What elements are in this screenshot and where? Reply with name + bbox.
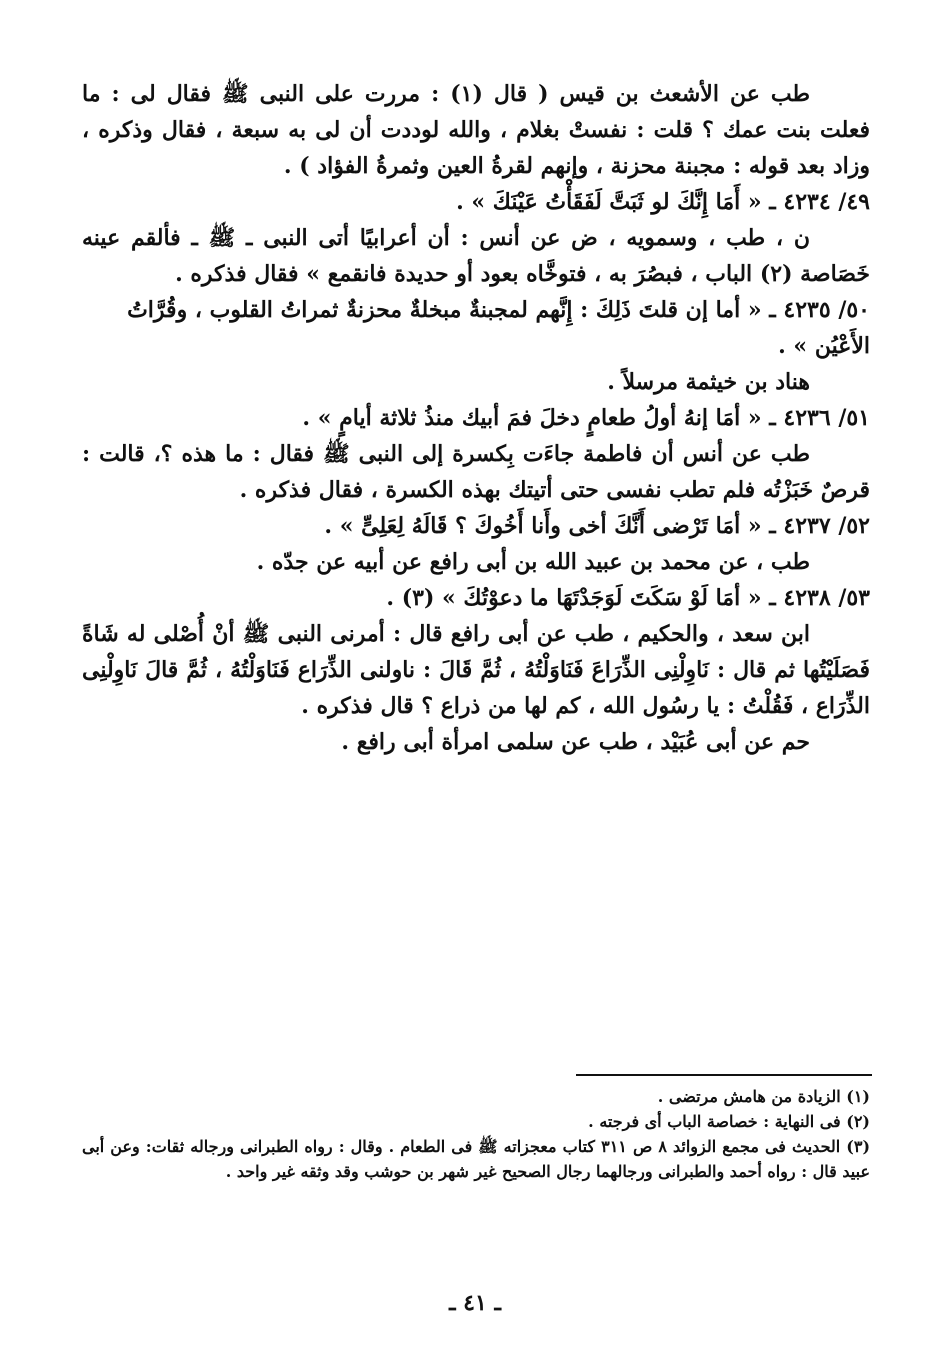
hadith-4234: ٤٩/ ٤٢٣٤ ـ « أَمَا إِنَّكَ لو ثَبَتَّ لَفَقَأْتُ عَيْنَكَ » . — [456, 189, 870, 215]
chain-paragraph-2: ن ، طب ، وسمويه ، ض عن أنس : أن أعرابيًا أتى النبى ـ ﷺ ـ فألقم عينه خَصَاصة (٢) الباب ، فبصُرَ به ، فتوخَّاه بعود أو حديدة فانقمع » فقال فذكره . — [82, 225, 870, 287]
hadith-4237: ٥٢/ ٤٢٣٧ ـ « أمَا تَرْضى أَنَّكَ أخى وأَنا أَخُوكَ ؟ قَالَهُ لِعَلِىٍّ » . — [324, 513, 870, 539]
hadith-4235: ٥٠/ ٤٢٣٥ ـ « أما إن قلتَ ذَلِكَ : إِنَّهم لمجبنةٌ مبخلةٌ محزنةٌ ثمراتُ القلوب ، وقُرَّاتُ الأَعْيُن » . — [127, 297, 870, 359]
chain-paragraph-1: طب عن الأشعث بن قيس ( قال (١) : مررت على النبى ﷺ فقال لى : ما فعلت بنت عمك ؟ قلت : نفستْ بغلام ، والله لوددت أن لى به سبعة ، فقال وذكره ، وزاد بعد قوله : مجبنة محزنة ، وإنهم لقرةُ العين وثمرةُ الفؤاد ) . — [82, 81, 870, 179]
chain-paragraph-4: طب عن أنس أن فاطمة جاءَت بِكسرة إلى النبى ﷺ فقال : ما هذه ؟، قالت : قرصٌ خَبَزْتُه فلم تطب نفسى حتى أتيتك بهذه الكسرة ، فقال فذكره . — [82, 441, 870, 503]
hadith-4238: ٥٣/ ٤٢٣٨ ـ « أمَا لَوْ سَكَتَ لَوَجَدْتَهَا ما دعوْتُكَ » (٣) . — [386, 585, 870, 611]
chain-paragraph-5: طب ، عن محمد بن عبيد الله بن أبى رافع عن أبيه عن جدّه . — [256, 549, 810, 575]
footnote-1: (١) الزيادة من هامش مرتضى . — [657, 1087, 870, 1106]
footnotes — [82, 1084, 870, 1184]
chain-paragraph-6: ابن سعد ، والحكيم ، طب عن أبى رافع قال : أمرنى النبى ﷺ أنْ أُصْلى له شَاةً فَصَلَيْتُها ثم قال : نَاوِلْنِى الذِّرَاعَ فَنَاوَلْتُهُ ، ثُمَّ قَالَ : ناولنى الذِّرَاع فَنَاوَلْتُهُ ، ثُمَّ قالَ نَاوِلْنِى الذِّرَاع ، فَقُلْتُ : يا رسُول الله ، كم لها من ذراع ؟ قال فذكره . — [82, 621, 870, 719]
footnote-divider — [576, 1074, 872, 1076]
footnote-3: (٣) الحديث فى مجمع الزوائد ٨ ص ٣١١ كتاب معجزاته ﷺ فى الطعام . وقال : رواه الطبرانى ورجاله ثقات: وعن أبى عبيد قال : رواه أحمد والطبرانى ورجالهما رجال الصحيح غير شهر بن حوشب وقد وثقه غير واحد . — [82, 1137, 871, 1181]
page-number: ـ ٤١ ـ — [449, 1290, 501, 1316]
main-text — [82, 76, 870, 760]
footnote-2: (٢) فى النهاية : خصاصة الباب أى فرجته . — [588, 1112, 870, 1131]
chain-paragraph-3: هناد بن خيثمة مرسلاً . — [607, 369, 810, 395]
hadith-4236: ٥١/ ٤٢٣٦ ـ « أمَا إنهُ أولُ طعامٍ دخلَ فمَ أبيك منذُ ثلاثة أيامٍ » . — [302, 405, 870, 431]
chain-paragraph-7: حم عن أبى عُبَيْد ، طب عن سلمى امرأة أبى رافع . — [341, 729, 810, 755]
